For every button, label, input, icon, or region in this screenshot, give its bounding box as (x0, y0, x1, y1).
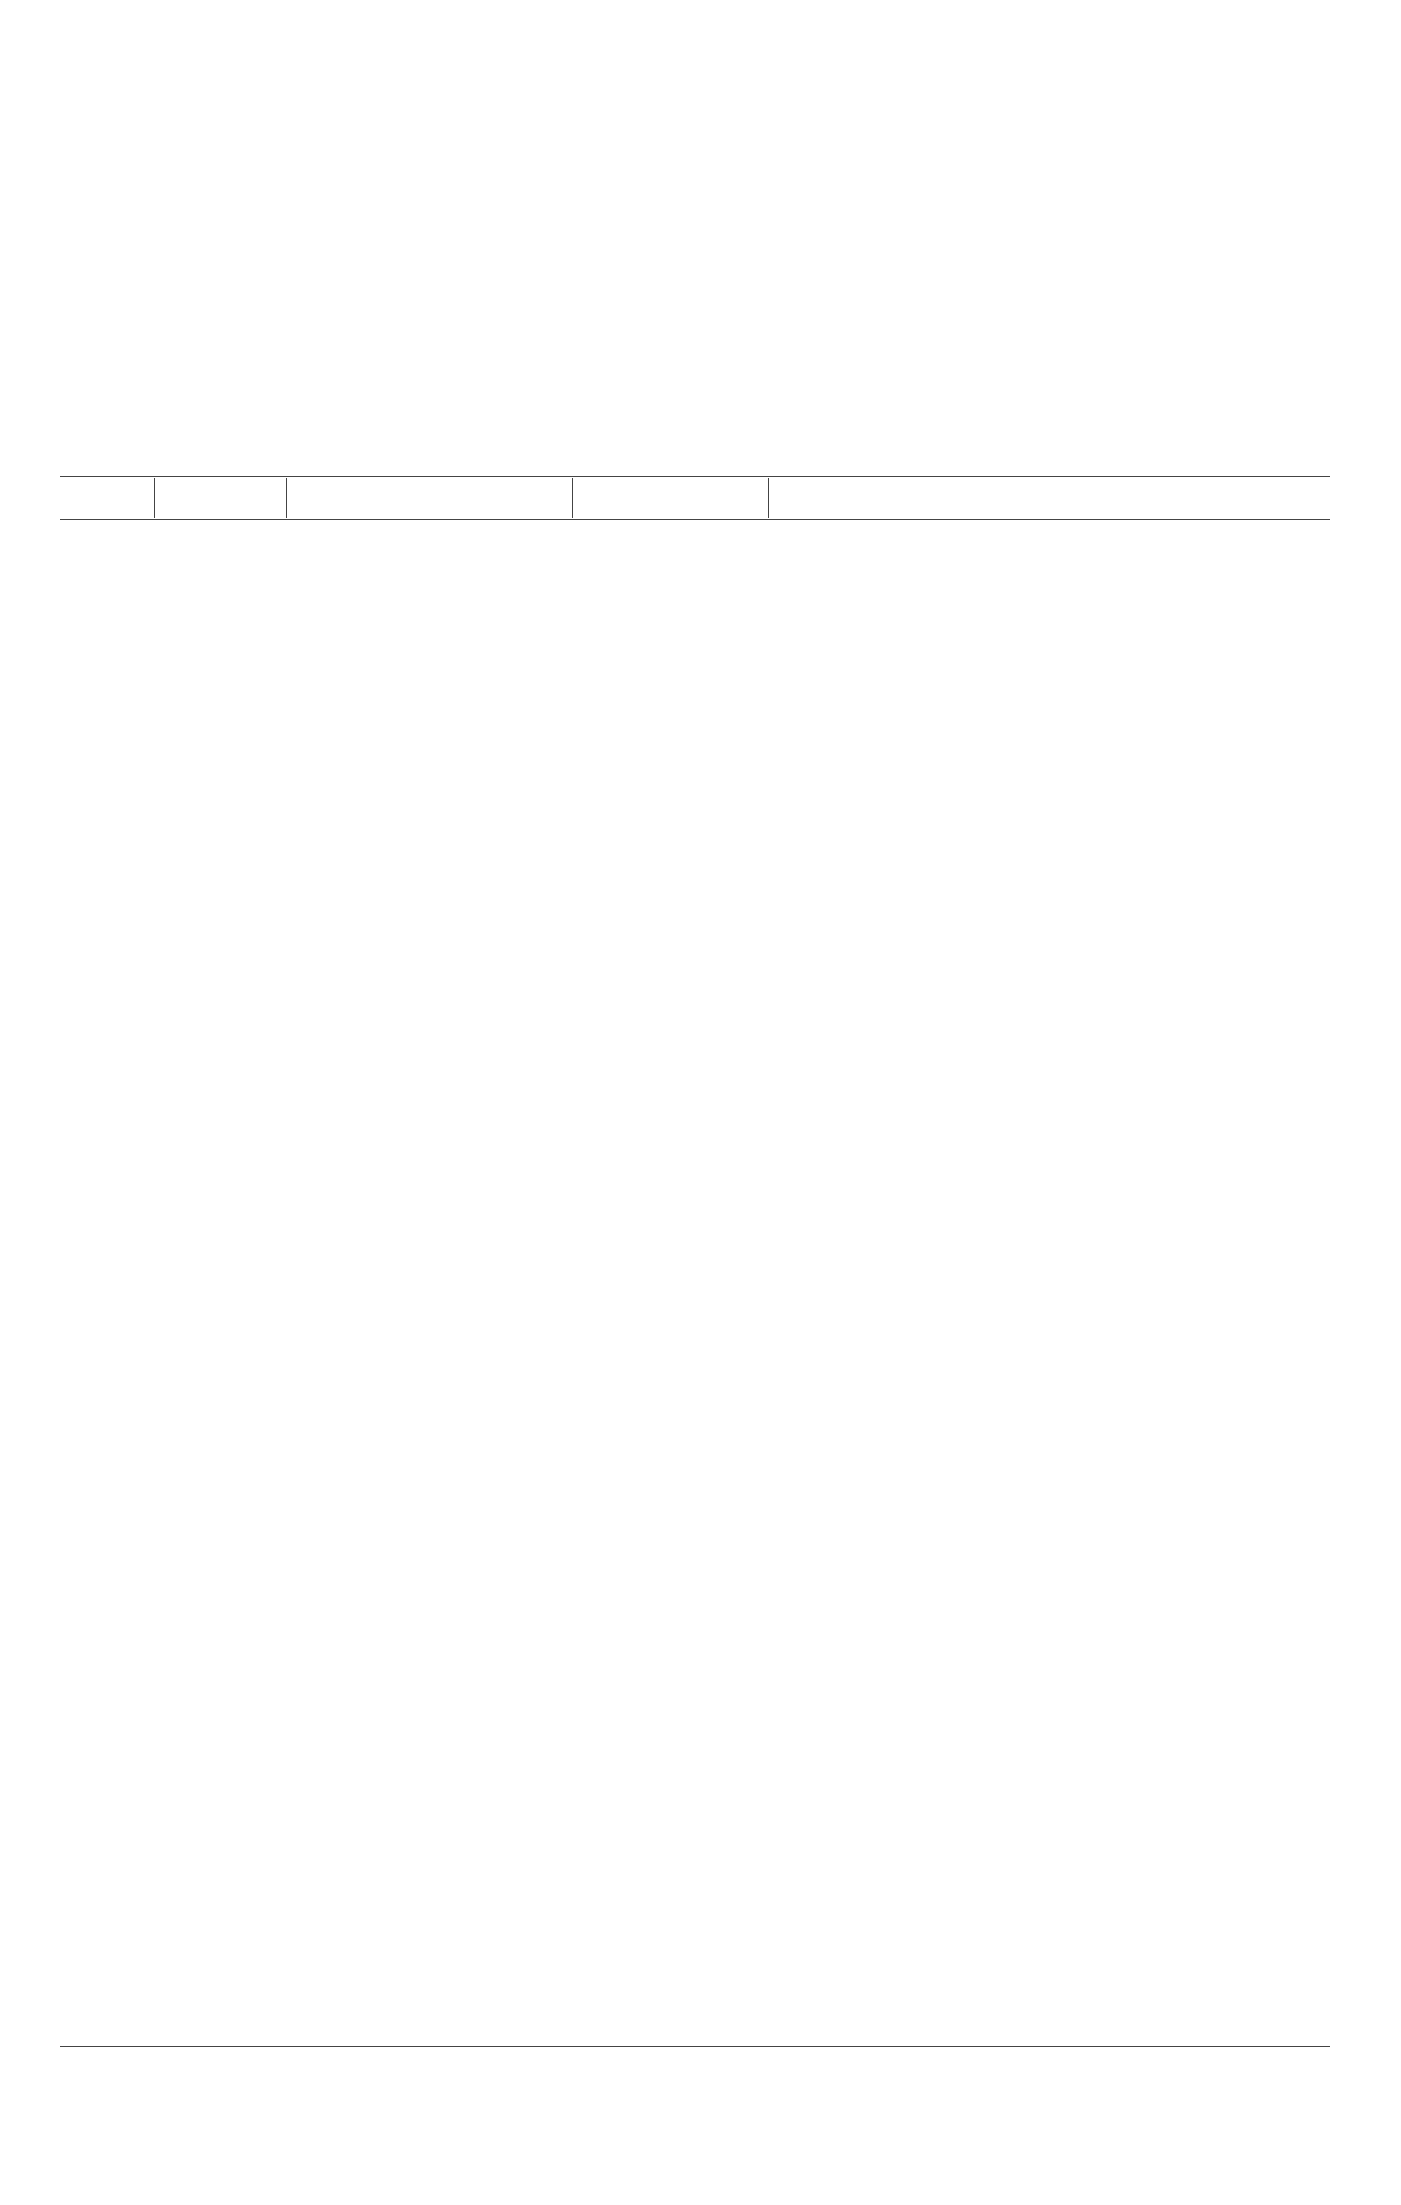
column-header-rank (154, 478, 287, 518)
header-rule-top (60, 476, 1330, 477)
column-header-reg-no (60, 478, 154, 518)
header-rule-bottom (60, 519, 1330, 520)
footnote-rule (60, 2046, 1330, 2047)
column-header-name (286, 478, 573, 518)
column-header-next-of-kin (768, 478, 1331, 518)
column-header-occupation (572, 478, 769, 518)
